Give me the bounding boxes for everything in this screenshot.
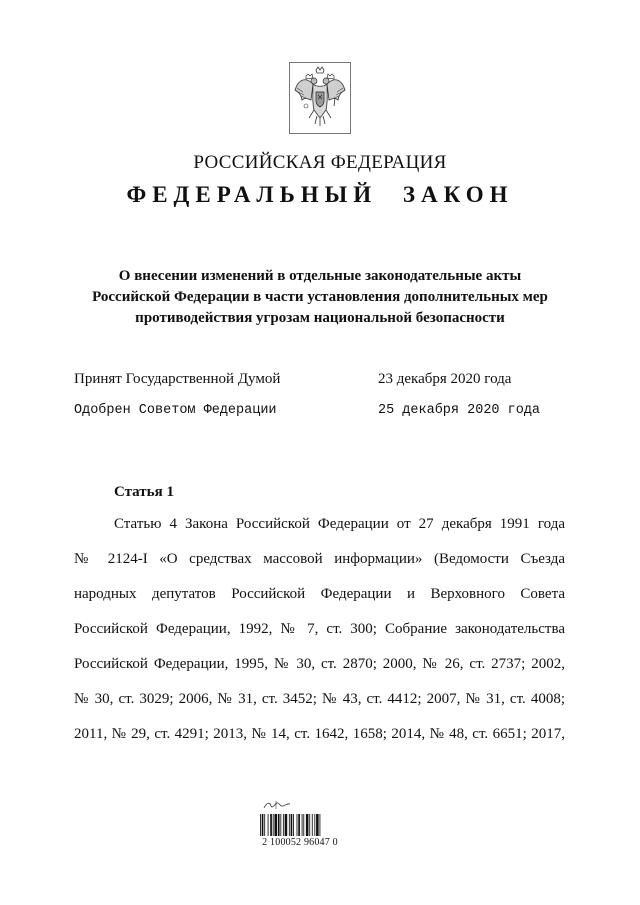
signature-mark-icon bbox=[262, 800, 292, 810]
adoption-duma-label: Принят Государственной Думой bbox=[74, 371, 281, 387]
country-name: РОССИЙСКАЯ ФЕДЕРАЦИЯ bbox=[193, 152, 447, 173]
article-line: Российской Федерации, 1992, № 7, ст. 300; Собрание законодательства bbox=[74, 621, 565, 637]
approval-council bbox=[74, 403, 574, 423]
article-line: народных депутатов Российской Федерации и Верховного Совета bbox=[74, 586, 565, 602]
coat-of-arms-icon bbox=[289, 62, 351, 134]
article-line: № 30, ст. 3029; 2006, № 31, ст. 3452; № 43, ст. 4412; 2007, № 31, ст. 4008; bbox=[74, 691, 565, 707]
approval-council-label: Одобрен Советом Федерации bbox=[74, 403, 277, 418]
law-title bbox=[60, 266, 580, 329]
document-type: ФЕДЕРАЛЬНЫЙ ЗАКОН bbox=[126, 182, 514, 207]
approval-council-date: 25 декабря 2020 года bbox=[378, 403, 541, 418]
article-text bbox=[74, 513, 565, 758]
law-title-line: Российской Федерации в части установления дополнительных мер bbox=[92, 289, 548, 305]
barcode bbox=[252, 800, 348, 852]
article-heading: Статья 1 bbox=[114, 484, 174, 500]
article-line: 2011, № 29, ст. 4291; 2013, № 14, ст. 1642, 1658; 2014, № 48, ст. 6651; 2017, bbox=[74, 726, 565, 742]
adoption-duma bbox=[74, 371, 574, 391]
barcode-number: 2 100052 96047 0 bbox=[262, 837, 338, 848]
article-line: Статью 4 Закона Российской Федерации от 27 декабря 1991 года bbox=[114, 516, 565, 532]
article-line: № 2124-I «О средствах массовой информации» (Ведомости Съезда bbox=[74, 551, 565, 567]
article-line: Российской Федерации, 1995, № 30, ст. 2870; 2000, № 26, ст. 2737; 2002, bbox=[74, 656, 565, 672]
law-title-line: О внесении изменений в отдельные законодательные акты bbox=[118, 268, 522, 284]
adoption-duma-date: 23 декабря 2020 года bbox=[378, 371, 512, 387]
law-title-line: противодействия угрозам национальной безопасности bbox=[135, 310, 505, 326]
barcode-icon bbox=[260, 814, 340, 836]
